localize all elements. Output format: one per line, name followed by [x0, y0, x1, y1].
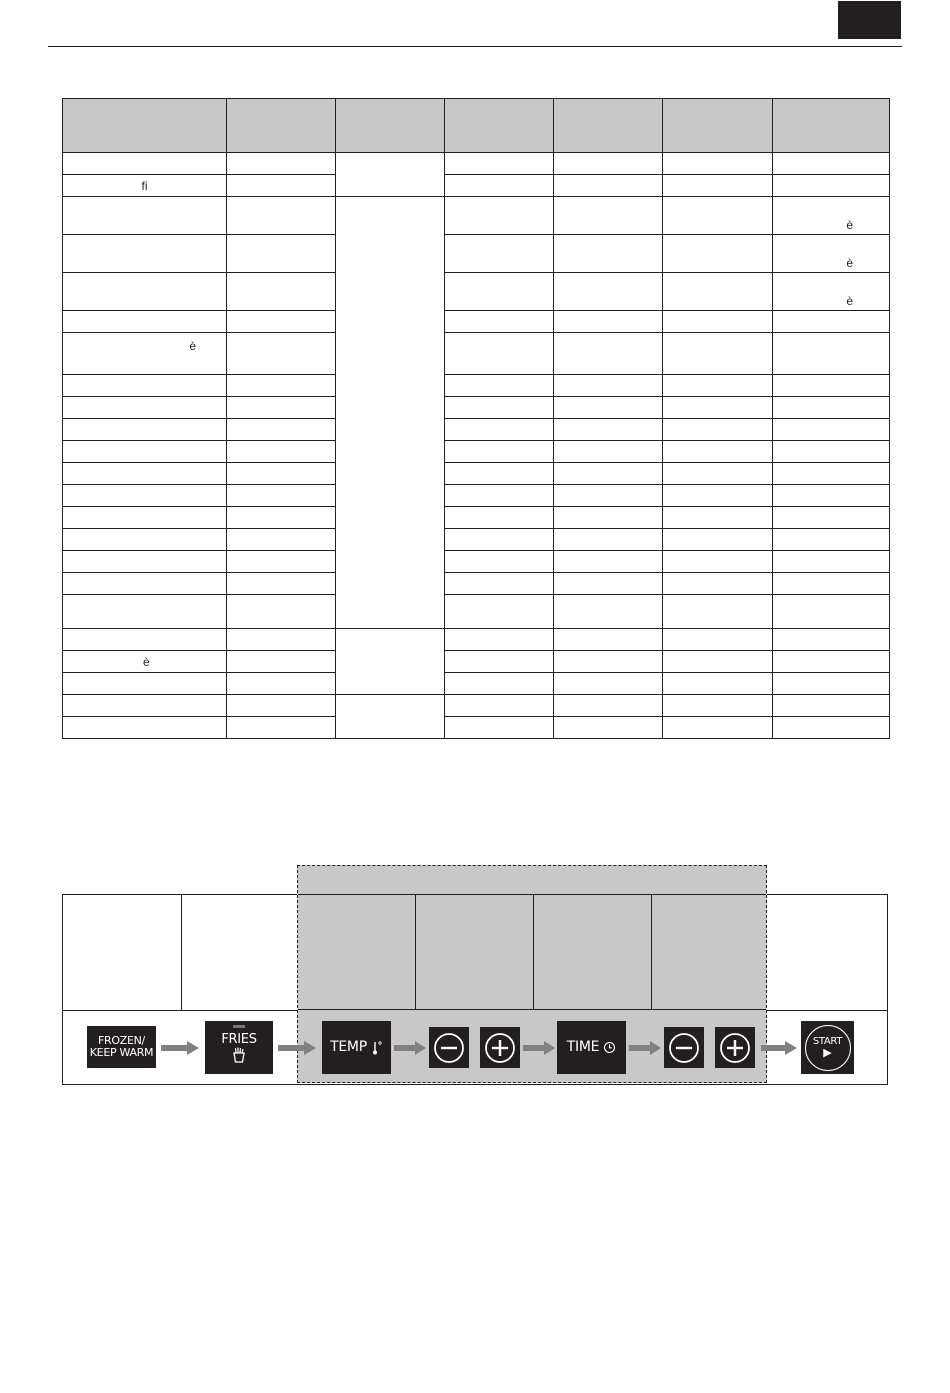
start-button[interactable] [801, 1021, 854, 1074]
table-cell [554, 419, 663, 441]
table-row [63, 651, 890, 673]
temp-button[interactable] [322, 1021, 391, 1074]
table-cell [554, 573, 663, 595]
table-cell [445, 629, 554, 651]
table-cell [554, 197, 663, 235]
table-cell [63, 485, 227, 507]
time-button[interactable] [557, 1021, 626, 1074]
table-cell [227, 153, 336, 175]
table-cell [663, 419, 773, 441]
table-cell [554, 507, 663, 529]
header-cell [445, 99, 554, 153]
table-cell: è [773, 197, 890, 235]
table-cell [445, 419, 554, 441]
table-cell [663, 311, 773, 333]
header-cell [663, 99, 773, 153]
table-cell [445, 175, 554, 197]
table-cell [773, 463, 890, 485]
table-cell [445, 397, 554, 419]
table-cell [227, 419, 336, 441]
table-cell [63, 419, 227, 441]
table-row [63, 311, 890, 333]
table-cell [227, 235, 336, 273]
table-row [63, 235, 890, 273]
table-cell [445, 507, 554, 529]
table-cell-merged [336, 629, 445, 695]
table-row [63, 175, 890, 197]
table-cell [663, 375, 773, 397]
indicator-light [233, 1025, 245, 1028]
table-cell [773, 311, 890, 333]
table-cell [663, 153, 773, 175]
arrow-right-icon [394, 1041, 426, 1055]
table-cell [63, 629, 227, 651]
table-cell [554, 375, 663, 397]
table-cell [63, 673, 227, 695]
table-cell [663, 197, 773, 235]
table-cell [227, 695, 336, 717]
table-cell [773, 175, 890, 197]
table-cell [554, 551, 663, 573]
table-cell: è [773, 273, 890, 311]
temp-label: TEMP [330, 1039, 367, 1055]
table-cell [227, 333, 336, 375]
table-cell [773, 629, 890, 651]
table-cell [663, 463, 773, 485]
table-cell [63, 311, 227, 333]
plus-icon [484, 1032, 516, 1064]
table-cell [227, 197, 336, 235]
table-row [63, 273, 890, 311]
table-cell [445, 651, 554, 673]
table-cell [773, 651, 890, 673]
table-cell [663, 175, 773, 197]
table-cell [445, 717, 554, 739]
start-ring [805, 1025, 851, 1071]
table-row [63, 397, 890, 419]
table-cell [445, 529, 554, 551]
table-cell [663, 485, 773, 507]
table-cell [445, 441, 554, 463]
table-cell [63, 375, 227, 397]
table-cell-merged [336, 153, 445, 197]
table-cell [445, 333, 554, 375]
table-cell [63, 573, 227, 595]
time-plus-button[interactable] [715, 1027, 755, 1068]
table-cell [227, 375, 336, 397]
table-cell [773, 333, 890, 375]
table-cell [445, 197, 554, 235]
table-cell [663, 333, 773, 375]
arrow-right-icon [161, 1041, 199, 1055]
header-cell [336, 99, 445, 153]
table-cell [554, 235, 663, 273]
table-row [63, 595, 890, 629]
table-cell [773, 485, 890, 507]
table-cell [63, 695, 227, 717]
table-cell [663, 595, 773, 629]
table-cell [445, 235, 554, 273]
table-cell [554, 485, 663, 507]
table-cell: è [63, 333, 227, 375]
play-icon: ▶ [823, 1047, 832, 1059]
table-row [63, 717, 890, 739]
table-row [63, 197, 890, 235]
table-cell: fi [63, 175, 227, 197]
table-cell [63, 197, 227, 235]
table-cell-merged [336, 695, 445, 739]
minus-icon [433, 1032, 465, 1064]
table-cell [663, 573, 773, 595]
page-tab [838, 1, 901, 39]
table-cell [773, 529, 890, 551]
table-cell [554, 463, 663, 485]
table-cell [554, 311, 663, 333]
table-row [63, 441, 890, 463]
table-cell [773, 375, 890, 397]
table-cell [663, 529, 773, 551]
fries-label: FRIES [221, 1032, 257, 1047]
table-row [63, 419, 890, 441]
table-cell [63, 507, 227, 529]
time-label: TIME [566, 1039, 600, 1055]
table-cell: è [773, 235, 890, 273]
table-cell [663, 441, 773, 463]
table-row [63, 507, 890, 529]
table-cell [773, 717, 890, 739]
table-cell [663, 507, 773, 529]
table-cell [773, 573, 890, 595]
table-cell [554, 333, 663, 375]
table-cell [554, 651, 663, 673]
table-cell [445, 673, 554, 695]
table-cell [63, 153, 227, 175]
table-cell [63, 441, 227, 463]
table-cell [554, 629, 663, 651]
table-cell [227, 651, 336, 673]
table-cell [227, 441, 336, 463]
table-cell [554, 717, 663, 739]
minus-icon [668, 1032, 700, 1064]
table-cell [554, 695, 663, 717]
table-cell [773, 441, 890, 463]
table-cell [445, 595, 554, 629]
table-cell [227, 595, 336, 629]
table-cell [63, 397, 227, 419]
table-row [63, 463, 890, 485]
table-cell [773, 419, 890, 441]
table-cell [445, 273, 554, 311]
time-minus-button[interactable] [664, 1027, 704, 1068]
flow-column-divider [181, 895, 182, 1010]
table-cell [663, 397, 773, 419]
table-cell [663, 551, 773, 573]
table-cell [63, 273, 227, 311]
table-cell [554, 273, 663, 311]
table-cell [445, 695, 554, 717]
fries-icon [230, 1046, 248, 1064]
temp-plus-button[interactable] [480, 1027, 520, 1068]
table-row [63, 629, 890, 651]
table-cell [227, 397, 336, 419]
table-cell-merged [336, 197, 445, 629]
fries-button[interactable] [205, 1021, 273, 1074]
table-cell [773, 507, 890, 529]
table-cell [445, 375, 554, 397]
table-cell [554, 529, 663, 551]
frozen-label: FROZEN/ [98, 1034, 145, 1047]
arrow-right-icon [761, 1041, 797, 1055]
plus-icon [719, 1032, 751, 1064]
table-cell [773, 153, 890, 175]
table-row [63, 153, 890, 175]
table-row [63, 573, 890, 595]
frozen-keep-warm-button[interactable] [87, 1026, 156, 1068]
table-cell [773, 673, 890, 695]
table-cell [773, 551, 890, 573]
table-cell [663, 651, 773, 673]
cooking-table [62, 98, 890, 739]
temp-minus-button[interactable] [429, 1027, 469, 1068]
table-cell [63, 717, 227, 739]
table-cell [663, 629, 773, 651]
table-cell [663, 273, 773, 311]
table-cell [227, 273, 336, 311]
table-cell [227, 573, 336, 595]
table-cell [445, 311, 554, 333]
table-cell [227, 673, 336, 695]
header-rule [48, 46, 902, 47]
header-cell [63, 99, 227, 153]
table-cell [554, 175, 663, 197]
table-cell [227, 629, 336, 651]
table-cell [773, 397, 890, 419]
table-cell [227, 717, 336, 739]
table-cell [227, 175, 336, 197]
table-cell [773, 695, 890, 717]
table-cell [227, 463, 336, 485]
table-row [63, 529, 890, 551]
table-cell [554, 153, 663, 175]
table-cell [445, 485, 554, 507]
table-cell: è [63, 651, 227, 673]
table-cell [773, 595, 890, 629]
table-cell [227, 529, 336, 551]
table-row [63, 485, 890, 507]
table-cell [227, 485, 336, 507]
header-cell [227, 99, 336, 153]
start-label: START [812, 1036, 843, 1047]
table-cell [227, 507, 336, 529]
table-cell [227, 311, 336, 333]
table-cell [663, 235, 773, 273]
table-cell [63, 595, 227, 629]
table-header-row [63, 99, 890, 153]
table-cell [445, 153, 554, 175]
table-cell [445, 573, 554, 595]
table-cell [554, 397, 663, 419]
table-cell [63, 551, 227, 573]
header-cell [773, 99, 890, 153]
table-row [63, 673, 890, 695]
table-row [63, 333, 890, 375]
table-row [63, 375, 890, 397]
header-cell [554, 99, 663, 153]
arrow-right-icon [523, 1041, 555, 1055]
table-cell [554, 595, 663, 629]
table-cell [63, 529, 227, 551]
table-cell [663, 695, 773, 717]
table-cell [554, 441, 663, 463]
arrow-right-icon [629, 1041, 661, 1055]
keep-warm-label: KEEP WARM [89, 1046, 154, 1059]
thermometer-icon [371, 1040, 383, 1056]
table-cell [445, 551, 554, 573]
table-cell [663, 673, 773, 695]
arrow-right-icon [278, 1041, 316, 1055]
table-cell [227, 551, 336, 573]
table-cell [63, 235, 227, 273]
table-cell [554, 673, 663, 695]
table-row [63, 695, 890, 717]
table-row [63, 551, 890, 573]
table-cell [445, 463, 554, 485]
table-cell [63, 463, 227, 485]
clock-icon [603, 1041, 616, 1054]
table-cell [663, 717, 773, 739]
